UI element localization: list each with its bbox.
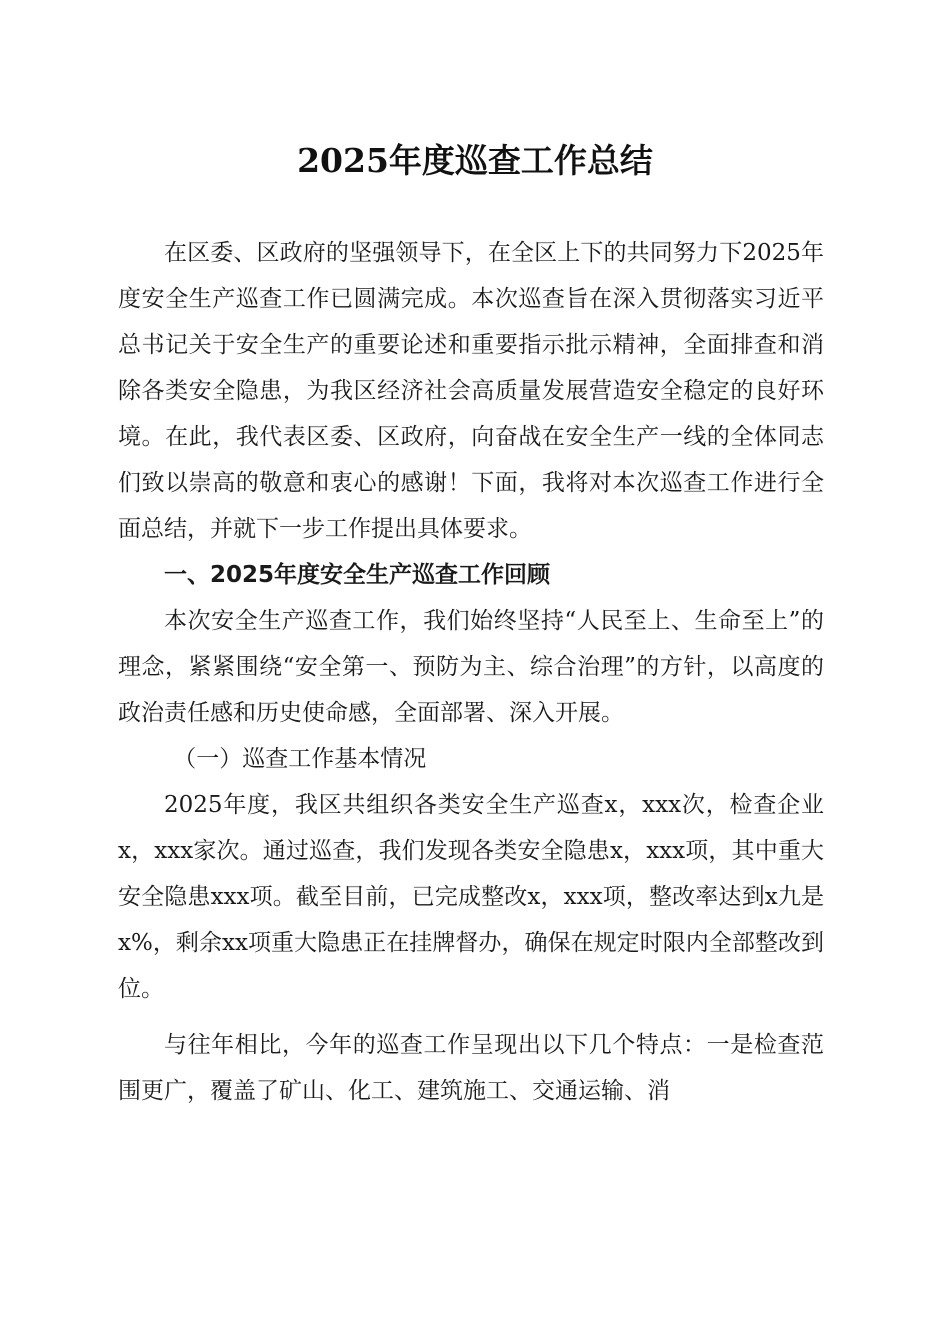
subsection-heading-1: （一）巡查工作基本情况 xyxy=(173,746,427,772)
subsection-1-paragraph-2: 与往年相比，今年的巡查工作呈现出以下几个特点：一是检查范围更广，覆盖了矿山、化工、建筑施工、交通运输、消 xyxy=(118,1032,824,1104)
document-body xyxy=(118,230,824,1114)
subsection-1-paragraph-1: 2025年度，我区共组织各类安全生产巡查x，xxx次，检查企业x，xxx家次。通过巡查，我们发现各类安全隐患x，xxx项，其中重大安全隐患xxx项。截至目前，已完成整改x，xxx项，整改率达到x九是x%，剩余xx项重大隐患正在挂牌督办，确保在规定时限内全部整改到位。 xyxy=(118,792,824,1002)
intro-paragraph: 在区委、区政府的坚强领导下，在全区上下的共同努力下2025年度安全生产巡查工作已圆满完成。本次巡查旨在深入贯彻落实习近平总书记关于安全生产的重要论述和重要指示批示精神，全面排查和消除各类安全隐患，为我区经济社会高质量发展营造安全稳定的良好环境。在此，我代表区委、区政府，向奋战在安全生产一线的全体同志们致以崇高的敬意和衷心的感谢！下面，我将对本次巡查工作进行全面总结，并就下一步工作提出具体要求。 xyxy=(118,240,824,542)
section-heading-1: 一、2025年度安全生产巡查工作回顾 xyxy=(164,562,551,588)
section-1-paragraph: 本次安全生产巡查工作，我们始终坚持“人民至上、生命至上”的理念，紧紧围绕“安全第一、预防为主、综合治理”的方针，以高度的政治责任感和历史使命感，全面部署、深入开展。 xyxy=(118,608,824,726)
document-title: 2025年度巡查工作总结 xyxy=(297,141,653,180)
